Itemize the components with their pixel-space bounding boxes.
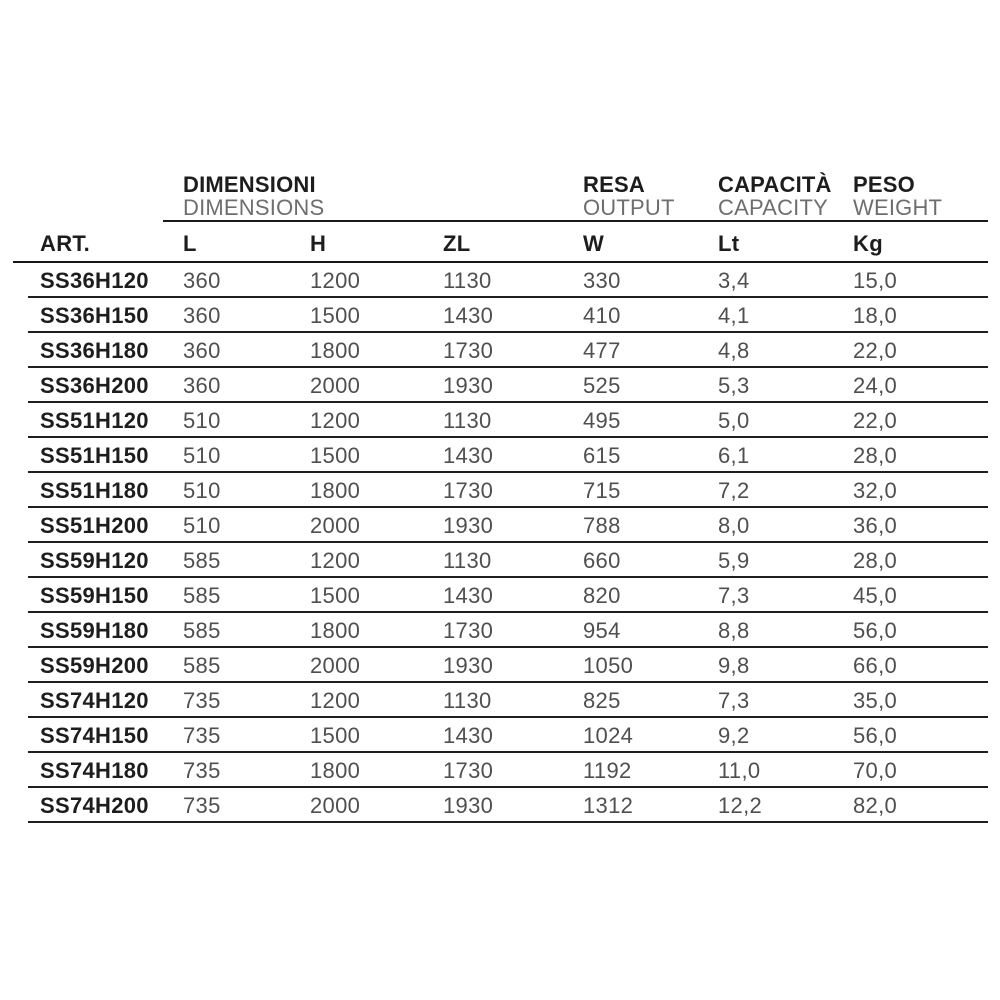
table-row (13, 508, 988, 543)
cell-art: SS74H200 (40, 793, 149, 818)
table-row (13, 683, 988, 718)
cell-w: 1192 (583, 758, 632, 783)
cell-w: 820 (583, 583, 621, 608)
cell-w: 410 (583, 303, 621, 328)
cell-lt: 4,1 (718, 303, 750, 328)
cell-zl: 1130 (443, 548, 492, 573)
cell-w: 330 (583, 268, 621, 293)
table-row (13, 543, 988, 578)
cell-h: 1200 (310, 268, 361, 293)
table-row (13, 578, 988, 613)
column-header-lt: Lt (718, 231, 740, 256)
cell-kg: 15,0 (853, 268, 898, 293)
cell-lt: 7,3 (718, 688, 750, 713)
table-row (13, 403, 988, 438)
cell-art: SS36H120 (40, 268, 149, 293)
cell-lt: 5,3 (718, 373, 750, 398)
cell-lt: 9,8 (718, 653, 750, 678)
cell-h: 1200 (310, 548, 361, 573)
cell-l: 360 (183, 268, 221, 293)
cell-zl: 1730 (443, 618, 494, 643)
cell-h: 2000 (310, 513, 361, 538)
group-output-title: RESA (583, 172, 645, 197)
group-weight-subtitle: WEIGHT (853, 195, 943, 220)
cell-kg: 22,0 (853, 338, 898, 363)
cell-art: SS59H120 (40, 548, 149, 573)
cell-l: 360 (183, 338, 221, 363)
cell-zl: 1130 (443, 268, 492, 293)
cell-h: 2000 (310, 793, 361, 818)
cell-l: 735 (183, 723, 221, 748)
column-header-art: ART. (40, 231, 91, 256)
cell-art: SS51H150 (40, 443, 149, 468)
cell-w: 525 (583, 373, 621, 398)
cell-h: 1500 (310, 443, 361, 468)
cell-zl: 1930 (443, 513, 494, 538)
cell-kg: 82,0 (853, 793, 898, 818)
cell-l: 510 (183, 513, 221, 538)
cell-art: SS59H150 (40, 583, 149, 608)
spec-table (13, 170, 988, 823)
cell-w: 495 (583, 408, 621, 433)
table-row (13, 333, 988, 368)
group-dimensions-subtitle: DIMENSIONS (183, 195, 325, 220)
cell-w: 715 (583, 478, 621, 503)
cell-h: 1800 (310, 618, 361, 643)
cell-zl: 1430 (443, 303, 494, 328)
cell-art: SS59H180 (40, 618, 149, 643)
group-dimensions-title: DIMENSIONI (183, 172, 316, 197)
cell-lt: 9,2 (718, 723, 750, 748)
table-row (13, 718, 988, 753)
cell-w: 1050 (583, 653, 634, 678)
cell-l: 585 (183, 548, 221, 573)
column-header-kg: Kg (853, 231, 883, 256)
cell-kg: 28,0 (853, 443, 898, 468)
table-row (13, 298, 988, 333)
cell-art: SS51H180 (40, 478, 149, 503)
cell-art: SS51H200 (40, 513, 149, 538)
cell-l: 510 (183, 443, 221, 468)
group-dimensions (183, 173, 324, 219)
cell-h: 1500 (310, 723, 361, 748)
cell-art: SS36H200 (40, 373, 149, 398)
cell-lt: 12,2 (718, 793, 763, 818)
cell-h: 1800 (310, 758, 361, 783)
cell-l: 510 (183, 408, 221, 433)
cell-lt: 8,0 (718, 513, 750, 538)
cell-zl: 1930 (443, 793, 494, 818)
table-row (13, 263, 988, 298)
cell-h: 1200 (310, 408, 361, 433)
cell-zl: 1730 (443, 478, 494, 503)
group-capacity-title: CAPACITÀ (718, 172, 832, 197)
cell-w: 660 (583, 548, 621, 573)
table-body (13, 263, 988, 823)
cell-h: 1800 (310, 478, 361, 503)
cell-kg: 24,0 (853, 373, 898, 398)
cell-art: SS51H120 (40, 408, 149, 433)
cell-w: 788 (583, 513, 621, 538)
cell-lt: 11,0 (718, 758, 761, 783)
cell-lt: 6,1 (718, 443, 750, 468)
cell-l: 735 (183, 758, 221, 783)
table-row (13, 613, 988, 648)
table-row (13, 368, 988, 403)
cell-kg: 18,0 (853, 303, 898, 328)
cell-kg: 70,0 (853, 758, 898, 783)
cell-art: SS36H150 (40, 303, 149, 328)
cell-w: 1024 (583, 723, 634, 748)
cell-h: 1500 (310, 583, 361, 608)
cell-kg: 28,0 (853, 548, 898, 573)
table-row (13, 648, 988, 683)
cell-kg: 32,0 (853, 478, 898, 503)
cell-lt: 7,3 (718, 583, 750, 608)
cell-w: 954 (583, 618, 621, 643)
group-weight (853, 173, 942, 219)
cell-w: 1312 (583, 793, 634, 818)
table-row (13, 473, 988, 508)
cell-l: 510 (183, 478, 221, 503)
cell-art: SS74H150 (40, 723, 149, 748)
cell-lt: 8,8 (718, 618, 750, 643)
cell-zl: 1130 (443, 408, 492, 433)
cell-zl: 1930 (443, 373, 494, 398)
cell-w: 477 (583, 338, 621, 363)
column-header-zl: ZL (443, 231, 471, 256)
cell-l: 360 (183, 303, 221, 328)
cell-h: 1500 (310, 303, 361, 328)
cell-l: 585 (183, 618, 221, 643)
cell-h: 2000 (310, 373, 361, 398)
cell-lt: 3,4 (718, 268, 750, 293)
group-weight-title: PESO (853, 172, 915, 197)
cell-lt: 5,0 (718, 408, 750, 433)
column-header-w: W (583, 231, 605, 256)
group-output (583, 173, 675, 219)
group-capacity-subtitle: CAPACITY (718, 195, 828, 220)
cell-zl: 1730 (443, 338, 494, 363)
cell-w: 615 (583, 443, 621, 468)
cell-kg: 56,0 (853, 618, 898, 643)
cell-lt: 4,8 (718, 338, 750, 363)
cell-zl: 1430 (443, 443, 494, 468)
cell-zl: 1730 (443, 758, 494, 783)
cell-kg: 35,0 (853, 688, 898, 713)
cell-zl: 1430 (443, 583, 494, 608)
cell-art: SS36H180 (40, 338, 149, 363)
cell-h: 1200 (310, 688, 361, 713)
cell-h: 1800 (310, 338, 361, 363)
cell-l: 585 (183, 653, 221, 678)
cell-w: 825 (583, 688, 621, 713)
cell-l: 735 (183, 688, 221, 713)
cell-lt: 5,9 (718, 548, 750, 573)
table-row (13, 753, 988, 788)
cell-art: SS59H200 (40, 653, 149, 678)
cell-art: SS74H180 (40, 758, 149, 783)
cell-zl: 1930 (443, 653, 494, 678)
cell-l: 360 (183, 373, 221, 398)
cell-lt: 7,2 (718, 478, 750, 503)
cell-art: SS74H120 (40, 688, 149, 713)
cell-kg: 45,0 (853, 583, 898, 608)
group-header-row (13, 170, 988, 222)
column-header-row (13, 222, 988, 263)
cell-kg: 66,0 (853, 653, 898, 678)
cell-l: 735 (183, 793, 221, 818)
cell-l: 585 (183, 583, 221, 608)
table-row (13, 788, 988, 823)
column-header-h: H (310, 231, 327, 256)
cell-kg: 36,0 (853, 513, 898, 538)
group-capacity (718, 173, 832, 219)
group-output-subtitle: OUTPUT (583, 195, 675, 220)
cell-h: 2000 (310, 653, 361, 678)
table-row (13, 438, 988, 473)
group-underline (163, 220, 988, 222)
cell-zl: 1430 (443, 723, 494, 748)
column-header-l: L (183, 231, 197, 256)
cell-zl: 1130 (443, 688, 492, 713)
cell-kg: 22,0 (853, 408, 898, 433)
cell-kg: 56,0 (853, 723, 898, 748)
